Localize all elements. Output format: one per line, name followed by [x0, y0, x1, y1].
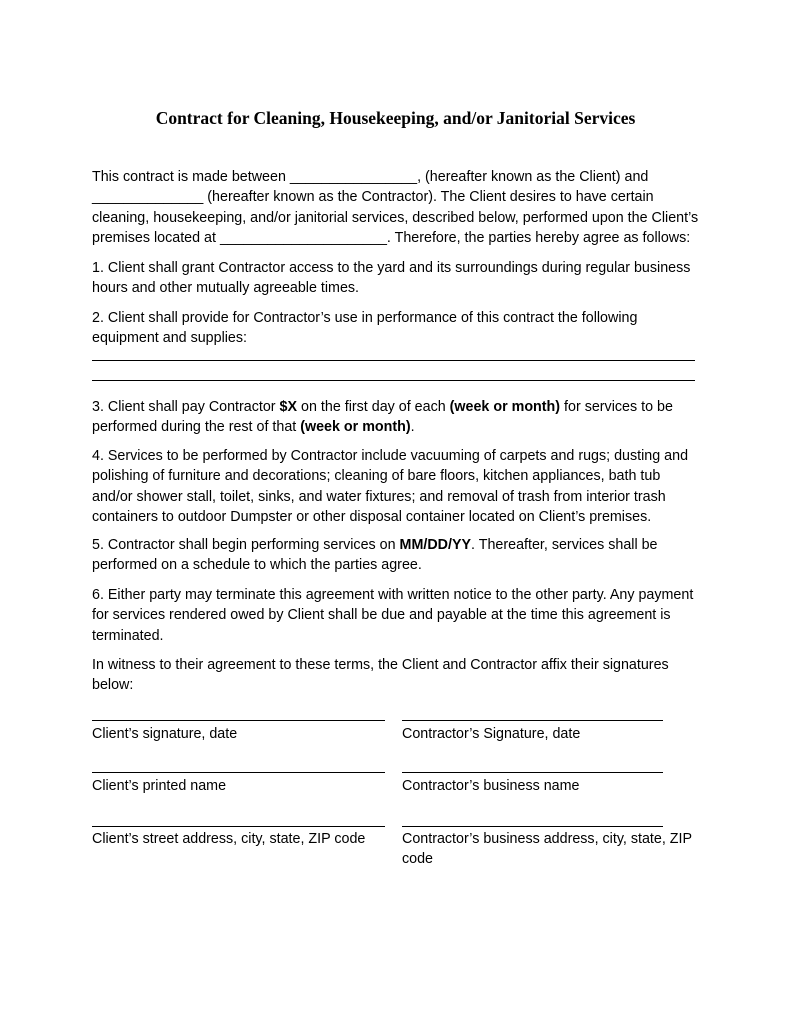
clause-text: performed during the rest of that	[92, 419, 301, 436]
contractor-name-line[interactable]	[402, 772, 663, 773]
clause-line: terminated.	[92, 627, 164, 644]
clause-line: polishing of furniture and decorations; cleaning of bare floors, kitchen appliances, bath tub	[92, 468, 661, 485]
clause-line	[92, 535, 702, 555]
clause-line: 1. Client shall grant Contractor access to the yard and its surroundings during regular business	[92, 260, 691, 276]
clause-line: 4. Services to be performed by Contractor include vacuuming of carpets and rugs; dusting and	[92, 448, 689, 464]
client-address-label: Client’s street address, city, state, ZIP code	[92, 831, 366, 847]
clause-line: containers to outdoor Dumpster or other disposal container located on Client’s premises.	[92, 509, 652, 526]
clause-line: equipment and supplies:	[92, 330, 247, 347]
payment-amount: $X	[279, 399, 298, 415]
payment-period: (week or month)	[300, 419, 411, 436]
clause-text: for services to be	[560, 399, 673, 415]
witness-paragraph	[92, 655, 702, 696]
client-signature-line[interactable]	[92, 720, 385, 721]
clause-text: 5. Contractor shall begin performing services on	[92, 537, 400, 553]
clause-3	[92, 397, 702, 438]
start-date: MM/DD/YY	[399, 537, 472, 553]
clause-line: hours and other mutually agreeable times.	[92, 280, 360, 297]
contractor-address-line-2: code	[402, 851, 434, 868]
clause-5	[92, 535, 702, 576]
page-title: Contract for Cleaning, Housekeeping, and/or Janitorial Services	[155, 108, 636, 128]
intro-paragraph	[92, 167, 702, 249]
clause-text: 3. Client shall pay Contractor	[92, 399, 280, 415]
contractor-signature-label: Contractor’s Signature, date	[402, 726, 581, 742]
clause-text: .	[410, 419, 415, 436]
clause-line	[92, 397, 702, 417]
client-address-line[interactable]	[92, 826, 385, 827]
intro-line: cleaning, housekeeping, and/or janitorial services, described below, performed upon the Client’s	[92, 209, 699, 226]
contractor-address-line-1: Contractor’s business address, city, state, ZIP	[402, 831, 693, 847]
clause-line: and/or shower stall, toilet, sinks, and water fixtures; and removal of trash from interior trash	[92, 488, 666, 505]
contractor-address-line[interactable]	[402, 826, 663, 827]
client-name-label: Client’s printed name	[92, 778, 227, 794]
clause-text: on the first day of each	[297, 399, 450, 415]
clause-line: for services rendered owed by Client shall be due and payable at the time this agreement is	[92, 607, 671, 624]
client-name-line[interactable]	[92, 772, 385, 773]
clause-line: 2. Client shall provide for Contractor’s use in performance of this contract the following	[92, 310, 638, 326]
equipment-blank-line	[92, 380, 695, 381]
clause-4	[92, 446, 702, 528]
intro-line: This contract is made between ________________, (hereafter known as the Client) and	[92, 169, 649, 185]
clause-line	[92, 417, 702, 437]
intro-line: ______________ (hereafter known as the Contractor). The Client desires to have certain	[92, 189, 654, 206]
contractor-name-label: Contractor’s business name	[402, 778, 580, 794]
witness-line: In witness to their agreement to these terms, the Client and Contractor affix their signatures	[92, 657, 669, 673]
equipment-blank-line	[92, 360, 695, 361]
clause-6	[92, 585, 702, 646]
intro-line: premises located at _____________________. Therefore, the parties hereby agree as follows:	[92, 230, 691, 247]
clause-line: performed on a schedule to which the parties agree.	[92, 557, 422, 574]
contractor-signature-line[interactable]	[402, 720, 663, 721]
payment-period: (week or month)	[449, 399, 561, 415]
clause-text: . Thereafter, services shall be	[471, 537, 658, 553]
contractor-address-label	[402, 829, 692, 870]
witness-line: below:	[92, 677, 134, 694]
clause-2	[92, 308, 702, 349]
clause-line: 6. Either party may terminate this agreement with written notice to the other party. Any payment	[92, 587, 694, 603]
clause-1	[92, 258, 702, 299]
client-signature-label: Client’s signature, date	[92, 726, 238, 742]
